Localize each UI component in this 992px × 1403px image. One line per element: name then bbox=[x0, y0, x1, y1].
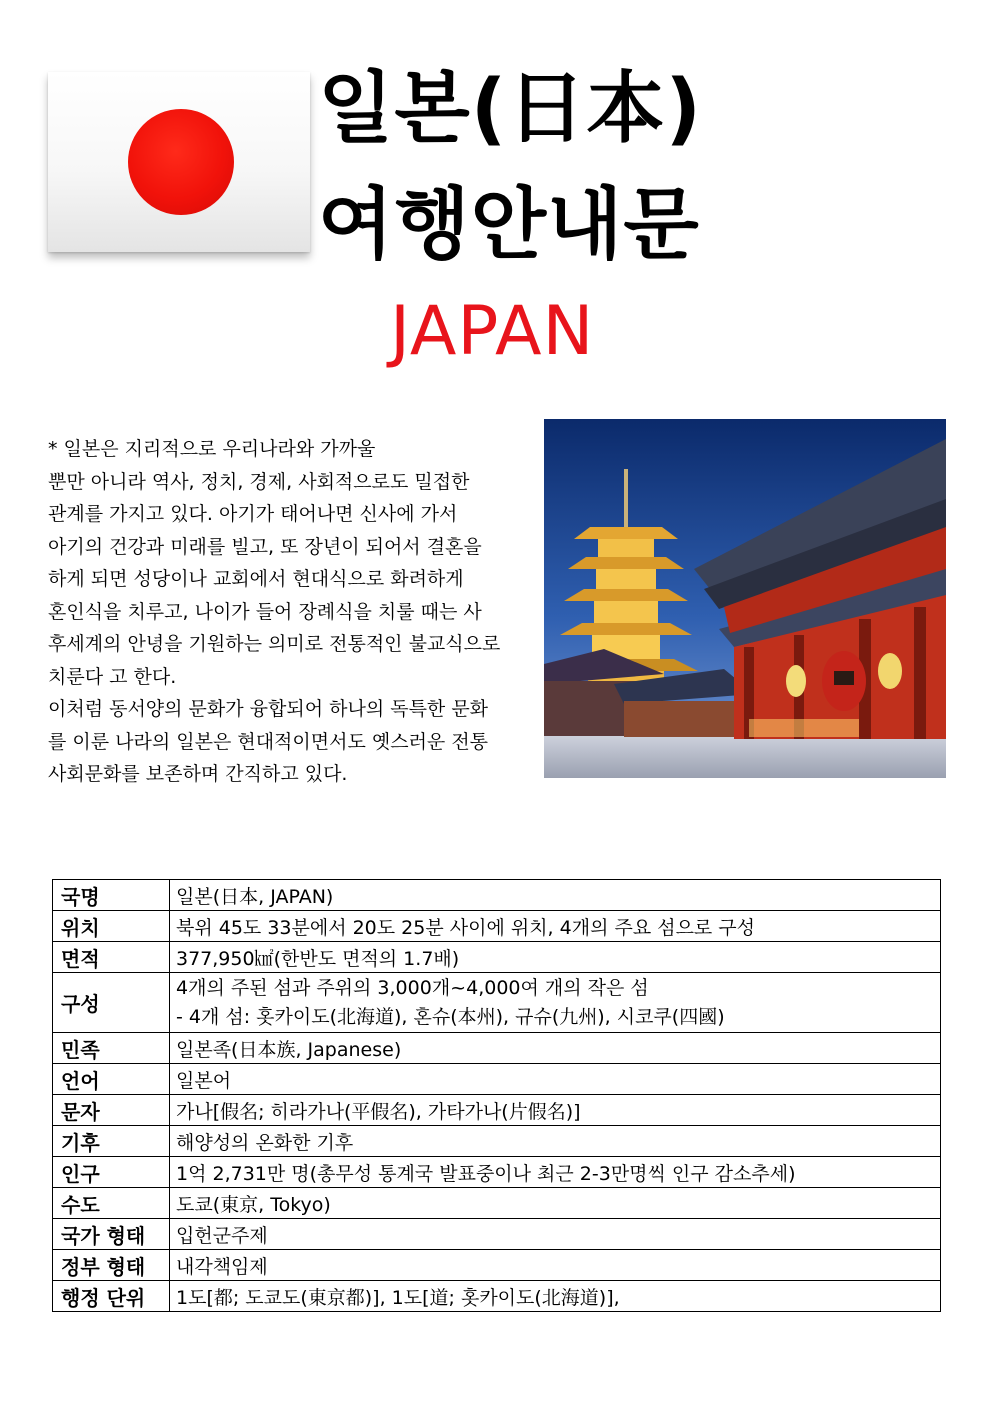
row-value: 해양성의 온화한 기후 bbox=[170, 1126, 941, 1157]
row-label: 수도 bbox=[53, 1188, 170, 1219]
row-label: 국가 형태 bbox=[53, 1219, 170, 1250]
row-label: 구성 bbox=[53, 973, 170, 1033]
temple-photo bbox=[544, 419, 946, 778]
row-value-multiline bbox=[170, 973, 941, 1033]
table-row bbox=[53, 1219, 941, 1250]
table-row bbox=[53, 1095, 941, 1126]
table-row bbox=[53, 1064, 941, 1095]
row-value: 일본(日本, JAPAN) bbox=[170, 880, 941, 911]
page-title-line2: 여행안내문 bbox=[318, 180, 700, 270]
row-value: 내각책임제 bbox=[170, 1250, 941, 1281]
table-row bbox=[53, 911, 941, 942]
table-row bbox=[53, 1188, 941, 1219]
row-value-line: 4개의 주된 섬과 주위의 3,000개~4,000여 개의 작은 섬 bbox=[176, 976, 649, 999]
row-label: 국명 bbox=[53, 880, 170, 911]
table-row bbox=[53, 880, 941, 911]
table-row bbox=[53, 1126, 941, 1157]
table-row bbox=[53, 1157, 941, 1188]
table-row bbox=[53, 942, 941, 973]
row-label: 언어 bbox=[53, 1064, 170, 1095]
row-value: 1도[都; 도쿄도(東京都)], 1도[道; 홋카이도(北海道)], bbox=[170, 1281, 941, 1312]
page-title-line1: 일본(日本) bbox=[318, 64, 702, 154]
japan-flag-image bbox=[48, 72, 310, 252]
row-label: 정부 형태 bbox=[53, 1250, 170, 1281]
table-row bbox=[53, 1033, 941, 1064]
row-value: 일본족(日本族, Japanese) bbox=[170, 1033, 941, 1064]
table-row bbox=[53, 973, 941, 1033]
row-label: 행정 단위 bbox=[53, 1281, 170, 1312]
table-row bbox=[53, 1281, 941, 1312]
intro-paragraph: * 일본은 지리적으로 우리나라와 가까울 뿐만 아니라 역사, 정치, 경제, 사회적으로도 밀접한 관계를 가지고 있다. 아기가 태어나면 신사에 가서 아기의 건강과 미래를 빌고, 또 장년이 되어서 결혼을 하게 되면 성당이나 교회에서 현대식으로 화려하게 혼인식을 치루고, 나이가 들어 장례식을 치룰 때는 사 후세계의 안녕을 기원하는 의미로 전통적인 불교식으로 치룬다 고 한다. 이처럼 동서양의 문화가 융합되어 하나의 독특한 문화 를 이룬 나라의 일본은 현대적이면서도 옛스러운 전통 사회문화를 보존하며 간직하고 있다. bbox=[48, 438, 501, 785]
flag-red-circle bbox=[128, 109, 234, 215]
country-info-table bbox=[52, 879, 941, 1312]
table-row bbox=[53, 1250, 941, 1281]
row-label: 민족 bbox=[53, 1033, 170, 1064]
row-label: 기후 bbox=[53, 1126, 170, 1157]
row-value: 1억 2,731만 명(총무성 통계국 발표중이나 최근 2-3만명씩 인구 감소추세) bbox=[170, 1157, 941, 1188]
row-value: 도쿄(東京, Tokyo) bbox=[170, 1188, 941, 1219]
row-label: 인구 bbox=[53, 1157, 170, 1188]
row-label: 위치 bbox=[53, 911, 170, 942]
row-value: 일본어 bbox=[170, 1064, 941, 1095]
page-title-english: JAPAN bbox=[390, 292, 595, 371]
row-label: 문자 bbox=[53, 1095, 170, 1126]
row-value: 입헌군주제 bbox=[170, 1219, 941, 1250]
row-value-line: - 4개 섬: 홋카이도(北海道), 혼슈(本州), 규슈(九州), 시코쿠(四國) bbox=[176, 1005, 725, 1028]
row-value: 377,950㎢(한반도 면적의 1.7배) bbox=[170, 942, 941, 973]
row-value: 북위 45도 33분에서 20도 25분 사이에 위치, 4개의 주요 섬으로 구성 bbox=[170, 911, 941, 942]
row-value: 가나[假名; 히라가나(平假名), 가타가나(片假名)] bbox=[170, 1095, 941, 1126]
row-label: 면적 bbox=[53, 942, 170, 973]
